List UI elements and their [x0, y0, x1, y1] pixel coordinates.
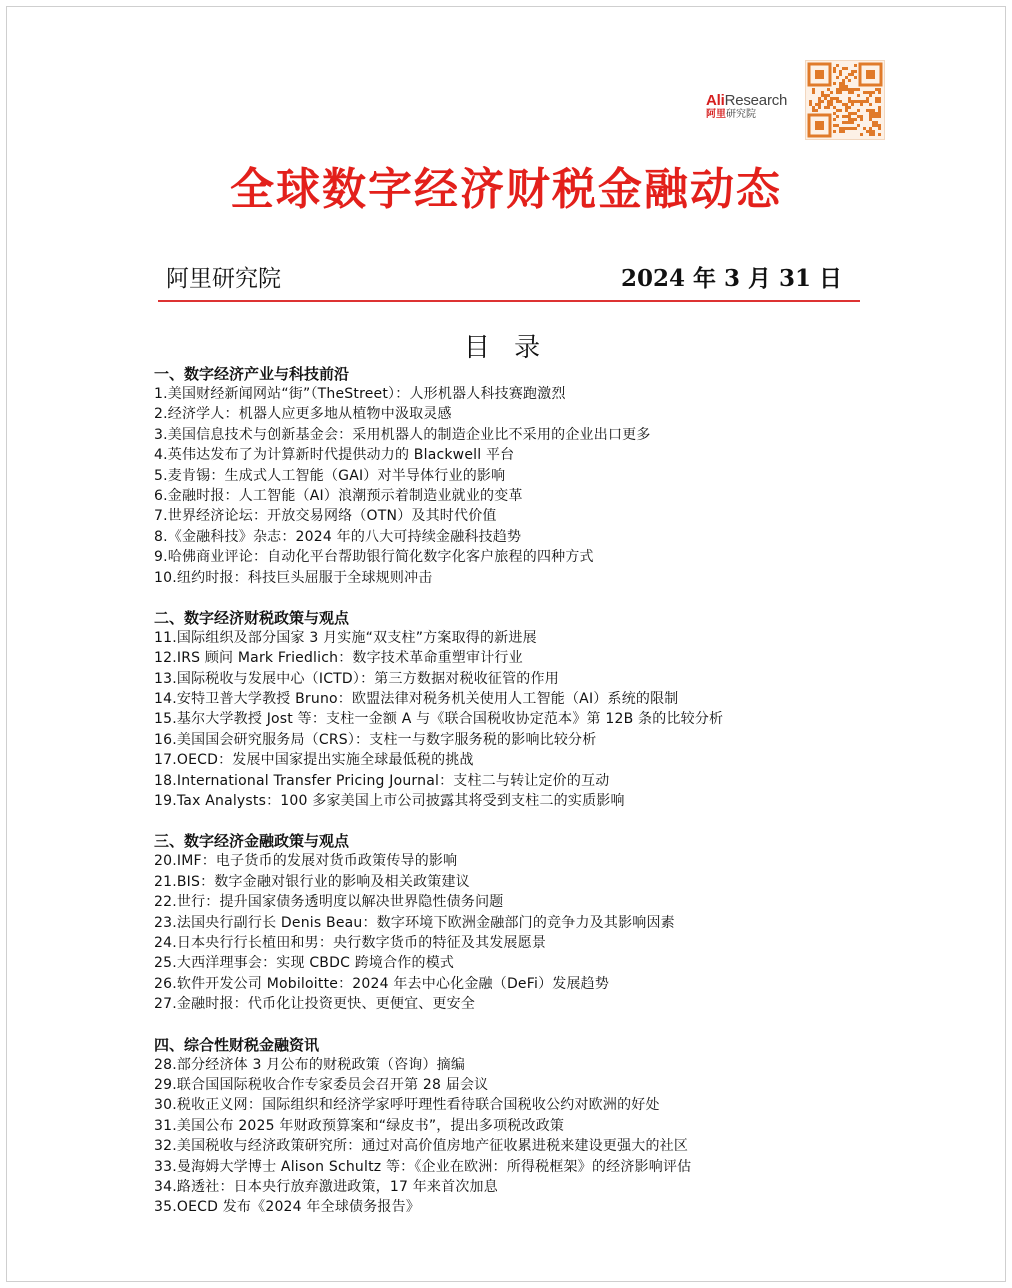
toc-section-1	[154, 364, 874, 588]
toc-item[interactable]: 15.基尔大学教授 Jost 等：支柱一金额 A 与《联合国税收协定范本》第 12B 条的比较分析	[154, 711, 724, 728]
toc-item[interactable]: 16.美国国会研究服务局（CRS）：支柱一与数字服务税的影响比较分析	[154, 731, 597, 748]
toc-item[interactable]: 2.经济学人：机器人应更多地从植物中汲取灵感	[154, 406, 452, 423]
toc-item[interactable]: 8.《金融科技》杂志：2024 年的八大可持续金融科技趋势	[154, 528, 522, 545]
toc-item[interactable]: 28.部分经济体 3 月公布的财税政策（咨询）摘编	[154, 1056, 466, 1073]
toc-item[interactable]: 18.International Transfer Pricing Journal：支柱二与转让定价的互动	[154, 772, 610, 789]
toc-item[interactable]: 9.哈佛商业评论：自动化平台帮助银行简化数字化客户旅程的四种方式	[154, 549, 594, 566]
toc-item[interactable]: 25.大西洋理事会：实现 CBDC 跨境合作的模式	[154, 955, 455, 972]
toc-item[interactable]: 14.安特卫普大学教授 Bruno：欧盟法律对税务机关使用人工智能（AI）系统的限制	[154, 691, 679, 708]
toc-item[interactable]: 22.世行：提升国家债务透明度以解决世界隐性债务问题	[154, 894, 504, 911]
toc-item[interactable]: 7.世界经济论坛：开放交易网络（OTN）及其时代价值	[154, 508, 497, 525]
logo-cn-ali: 阿里	[706, 109, 726, 120]
toc-section-4	[154, 1035, 874, 1218]
section-heading: 四、综合性财税金融资讯	[154, 1035, 320, 1054]
toc-item[interactable]: 30.税收正义网：国际组织和经济学家呼吁理性看待联合国税收公约对欧洲的好处	[154, 1097, 660, 1114]
toc-item[interactable]: 6.金融时报：人工智能（AI）浪潮预示着制造业就业的变革	[154, 487, 523, 504]
toc-item[interactable]: 5.麦肯锡：生成式人工智能（GAI）对半导体行业的影响	[154, 467, 506, 484]
toc-item[interactable]: 35.OECD 发布《2024 年全球债务报告》	[154, 1199, 421, 1216]
section-heading: 二、数字经济财税政策与观点	[154, 608, 350, 627]
toc-item[interactable]: 1.美国财经新闻网站“街”（TheStreet）：人形机器人科技赛跑激烈	[154, 386, 566, 402]
toc-item[interactable]: 34.路透社：日本央行放弃激进政策，17 年来首次加息	[154, 1178, 498, 1195]
table-of-contents	[154, 364, 874, 1238]
section-heading: 一、数字经济产业与科技前沿	[154, 365, 350, 383]
toc-item[interactable]: 10.纽约时报：科技巨头屈服于全球规则冲击	[154, 569, 433, 586]
toc-item[interactable]: 26.软件开发公司 Mobiloitte：2024 年去中心化金融（DeFi）发展趋势	[154, 975, 610, 992]
toc-item[interactable]: 33.曼海姆大学博士 Alison Schultz 等：《企业在欧洲：所得税框架》的经济影响评估	[154, 1158, 692, 1175]
toc-item[interactable]: 17.OECD：发展中国家提出实施全球最低税的挑战	[154, 752, 474, 769]
qr-code-icon	[805, 60, 885, 140]
toc-item[interactable]: 3.美国信息技术与创新基金会：采用机器人的制造企业比不采用的企业出口更多	[154, 426, 651, 443]
toc-item[interactable]: 11.国际组织及部分国家 3 月实施“双支柱”方案取得的新进展	[154, 629, 537, 646]
toc-item[interactable]: 31.美国公布 2025 年财政预算案和“绿皮书”，提出多项税改政策	[154, 1117, 565, 1134]
toc-item[interactable]: 13.国际税收与发展中心（ICTD）：第三方数据对税收征管的作用	[154, 670, 559, 687]
logo-cn-rest: 研究院	[726, 109, 756, 120]
toc-item[interactable]: 20.IMF：电子货币的发展对货币政策传导的影响	[154, 853, 458, 870]
toc-section-2	[154, 608, 874, 812]
toc-item[interactable]: 19.Tax Analysts：100 多家美国上市公司披露其将受到支柱二的实质影响	[154, 793, 625, 810]
toc-item[interactable]: 27.金融时报：代币化让投资更快、更便宜、更安全	[154, 996, 476, 1013]
toc-item[interactable]: 32.美国税收与经济政策研究所：通过对高价值房地产征收累进税来建设更强大的社区	[154, 1138, 689, 1155]
toc-item[interactable]: 21.BIS：数字金融对银行业的影响及相关政策建议	[154, 873, 470, 890]
logo-ali-text: Ali	[706, 92, 725, 109]
aliresearch-logo	[706, 93, 806, 120]
toc-item[interactable]: 24.日本央行行长植田和男：央行数字货币的特征及其发展愿景	[154, 934, 547, 951]
issue-date: 2024 年 3 月 31 日	[620, 265, 842, 292]
toc-item[interactable]: 4.英伟达发布了为计算新时代提供动力的 Blackwell 平台	[154, 447, 515, 464]
organization-name: 阿里研究院	[166, 266, 281, 292]
toc-item[interactable]: 29.联合国国际税收合作专家委员会召开第 28 届会议	[154, 1076, 489, 1093]
logo-research-text: Research	[724, 92, 788, 109]
toc-title: 目 录	[463, 333, 549, 363]
toc-item[interactable]: 23.法国央行副行长 Denis Beau：数字环境下欧洲金融部门的竞争力及其影响因素	[154, 914, 675, 931]
header-divider	[158, 300, 860, 302]
report-title: 全球数字经济财税金融动态	[230, 164, 782, 215]
toc-section-3	[154, 831, 874, 1014]
section-heading: 三、数字经济金融政策与观点	[154, 832, 350, 851]
toc-item[interactable]: 12.IRS 顾问 Mark Friedlich：数字技术革命重塑审计行业	[154, 650, 523, 667]
